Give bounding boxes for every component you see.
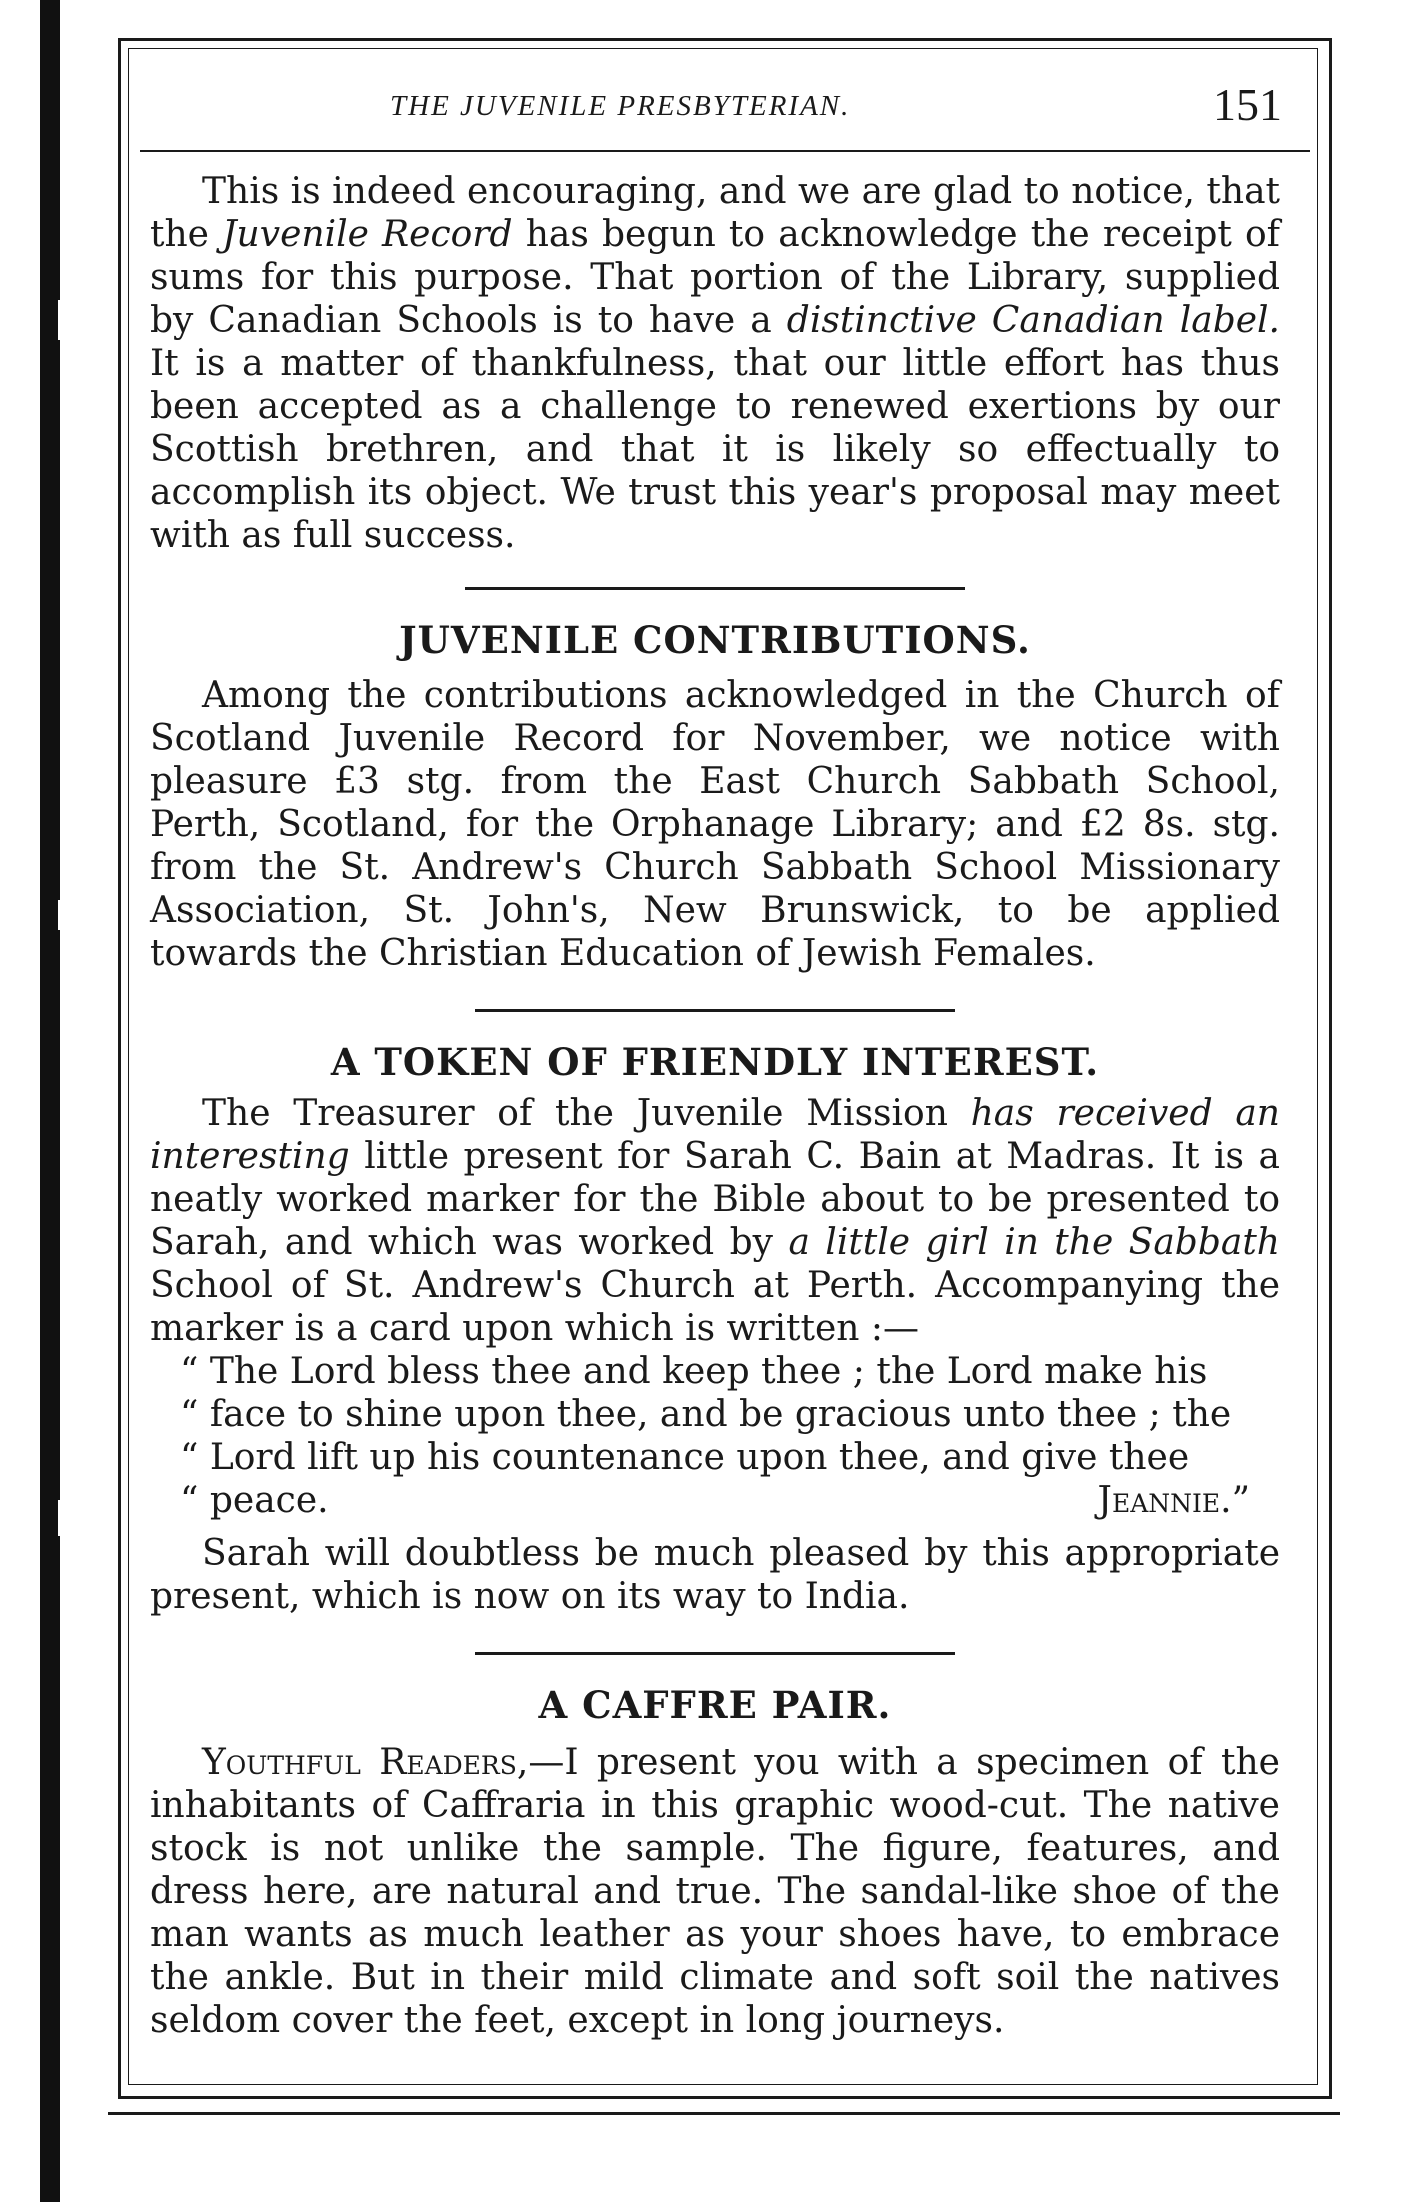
label-phrase: distinctive Canadian label. — [786, 300, 1280, 341]
italic-phrase: has received an interesting — [150, 1093, 1280, 1177]
token-text: little present for Sarah C. Bain at Madras. It is a neatly worked marker for the Bible about to be presented to Sarah, and which was worked by — [150, 1136, 1280, 1263]
page-number: 151 — [1213, 79, 1282, 130]
running-head: THE JUVENILE PRESBYTERIAN. — [390, 90, 851, 122]
intro-text: It is a matter of thankfulness, that our little effort has thus been accepted as a challenge to renewed exertions by our Scottish brethren, and that it is likely so effectually to accomplish its object. We trust this year's proposal may meet with as full success. — [150, 343, 1280, 556]
signature: Jeannie.” — [1097, 1480, 1250, 1521]
verse-line: “ face to shine upon thee, and be gracious unto thee ; the — [180, 1394, 1232, 1435]
salutation: Youthful Readers, — [202, 1742, 529, 1783]
card-verse — [180, 1350, 1280, 1522]
caffre-paragraph — [150, 1741, 1280, 2042]
verse-line: “ Lord lift up his countenance upon thee, and give thee — [180, 1437, 1190, 1478]
section-title: A TOKEN OF FRIENDLY INTEREST. — [330, 1040, 1100, 1084]
token-paragraph — [150, 1092, 1280, 1350]
bottom-rule — [108, 2112, 1340, 2115]
contributions-paragraph: Among the contributions acknowledged in the Church of Scotland Juvenile Record for November, we notice with pleasure £3 stg. from the East Church Sabbath School, Perth, Scotland, for the Orphanage Library; and £2 8s. stg. from the St. Andrew's Church Sabbath School Missionary Association, St. John's, New Brunswick, to be applied towards the Christian Education of Jewish Females. — [150, 675, 1280, 974]
closing-paragraph: Sarah will doubtless be much pleased by this appropriate present, which is now on its way to India. — [150, 1533, 1280, 1617]
binding-spine — [40, 0, 60, 2202]
spine-nick — [58, 300, 64, 340]
header-rule — [140, 150, 1310, 152]
section-divider — [475, 1009, 955, 1012]
spine-nick — [58, 900, 64, 930]
verse-line — [180, 1479, 1280, 1522]
intro-paragraph — [150, 170, 1280, 557]
record-title: Juvenile Record — [222, 214, 513, 255]
page-content — [150, 170, 1280, 2042]
section-divider — [475, 1652, 955, 1655]
intro-text: has begun to acknowledge the receipt of sums for this purpose. That portion of the Library, supplied by Canadian Schools is to have a — [150, 214, 1280, 341]
page-header — [150, 78, 1290, 148]
section-title: A CAFFRE PAIR. — [538, 1683, 892, 1727]
italic-phrase: a little girl in the Sabbath — [788, 1222, 1280, 1263]
verse-line: “ The Lord bless thee and keep thee ; the Lord make his — [180, 1351, 1208, 1392]
caffre-text: —I present you with a specimen of the inhabitants of Caffraria in this graphic wood-cut. The native stock is not unlike the sample. The figure, features, and dress here, are natural and true. The sandal-like shoe of the man wants as much leather as your shoes have, to embrace the ankle. But in their mild climate and soft soil the natives seldom cover the feet, except in long journeys. — [150, 1742, 1280, 2041]
token-text: The Treasurer of the Juvenile Mission — [202, 1093, 971, 1134]
section-divider — [465, 587, 965, 590]
verse-line-text: “ peace. — [180, 1480, 329, 1521]
section-title: JUVENILE CONTRIBUTIONS. — [399, 618, 1031, 662]
intro-text: This is indeed encouraging, and we are glad to notice, that the — [150, 171, 1280, 255]
spine-nick — [58, 1500, 64, 1536]
token-text: School of St. Andrew's Church at Perth. Accompanying the marker is a card upon which is written :— — [150, 1265, 1280, 1349]
